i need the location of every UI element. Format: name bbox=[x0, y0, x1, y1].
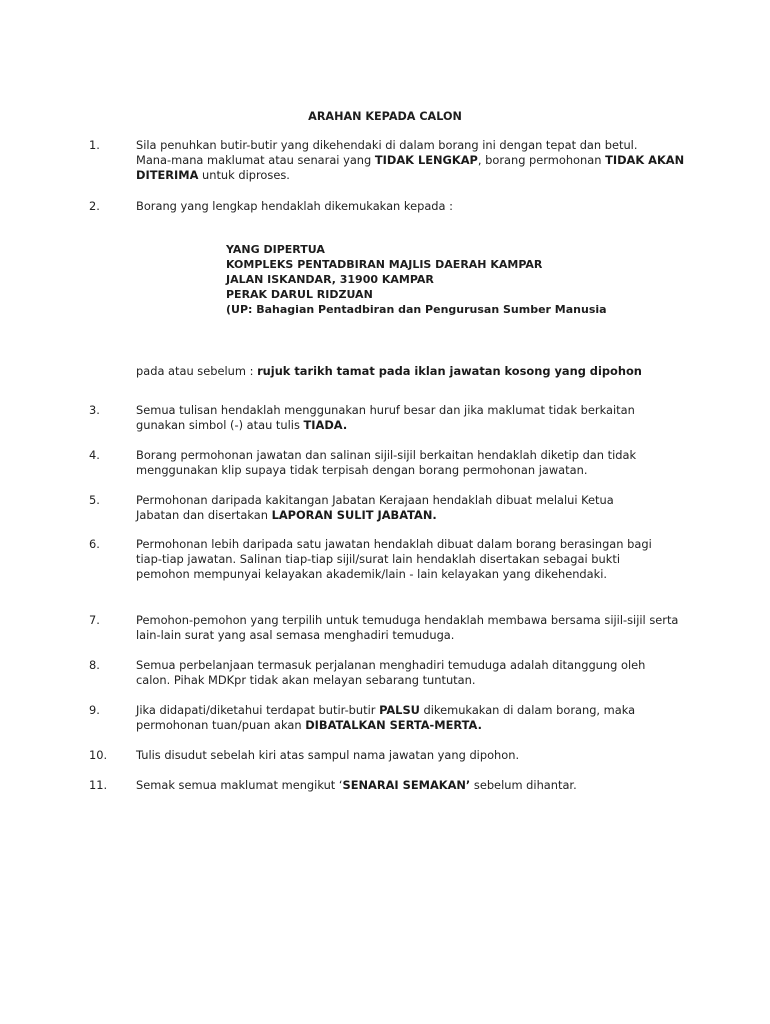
instruction-text bbox=[136, 493, 636, 523]
item-number: 6. bbox=[89, 537, 100, 551]
bold-segment: PALSU bbox=[379, 703, 420, 717]
item-number: 1. bbox=[89, 138, 100, 152]
text-segment: Semua tulisan hendaklah menggunakan huruf besar dan jika maklumat tidak berkaitan bbox=[136, 403, 635, 417]
text-segment: Tulis disudut sebelah kiri atas sampul nama jawatan yang dipohon. bbox=[136, 748, 520, 762]
text-segment: Semak semua maklumat mengikut ‘ bbox=[136, 778, 343, 792]
deadline-bold: rujuk tarikh tamat pada iklan jawatan kosong yang dipohon bbox=[257, 364, 642, 378]
instruction-text bbox=[136, 703, 636, 733]
text-line bbox=[136, 168, 636, 183]
page-title: ARAHAN KEPADA CALON bbox=[308, 110, 462, 123]
text-segment: sebelum dihantar. bbox=[470, 778, 577, 792]
bold-segment: TIDAK LENGKAP bbox=[374, 153, 478, 167]
text-segment: pemohon mempunyai kelayakan akademik/lain - lain kelayakan yang dikehendaki. bbox=[136, 567, 608, 581]
text-segment: untuk diproses. bbox=[198, 168, 290, 182]
address-line: JALAN ISKANDAR, 31900 KAMPAR bbox=[226, 273, 434, 286]
text-segment: gunakan simbol (-) atau tulis bbox=[136, 418, 304, 432]
text-line bbox=[136, 418, 636, 433]
bold-segment: TIDAK AKAN bbox=[605, 153, 685, 167]
text-segment: menggunakan klip supaya tidak terpisah dengan borang permohonan jawatan. bbox=[136, 463, 588, 477]
instruction-text bbox=[136, 613, 679, 643]
instruction-text bbox=[136, 778, 636, 793]
text-segment: Borang permohonan jawatan dan salinan sijil-sijil berkaitan hendaklah diketip dan tidak bbox=[136, 448, 637, 462]
item-number: 7. bbox=[89, 613, 100, 627]
text-line bbox=[136, 463, 636, 478]
deadline-text bbox=[136, 364, 656, 379]
text-segment: , borang permohonan bbox=[477, 153, 606, 167]
address-line: PERAK DARUL RIDZUAN bbox=[226, 288, 373, 301]
instruction-text bbox=[136, 658, 646, 688]
text-line bbox=[136, 703, 636, 718]
instruction-text bbox=[136, 748, 636, 763]
text-segment: dikemukakan di dalam borang, maka bbox=[419, 703, 636, 717]
text-segment: Jabatan dan disertakan bbox=[136, 508, 272, 522]
text-segment: lain-lain surat yang asal semasa menghadiri temuduga. bbox=[136, 628, 455, 642]
text-segment: Permohonan daripada kakitangan Jabatan Kerajaan hendaklah dibuat melalui Ketua bbox=[136, 493, 614, 507]
text-line bbox=[136, 138, 636, 153]
text-line bbox=[136, 567, 636, 582]
text-segment: Pemohon-pemohon yang terpilih untuk temuduga hendaklah membawa bersama sijil-sijil serta bbox=[136, 613, 679, 627]
text-segment: Sila penuhkan butir-butir yang dikehendaki di dalam borang ini dengan tepat dan betul. bbox=[136, 138, 638, 152]
item-number: 8. bbox=[89, 658, 100, 672]
text-line bbox=[136, 537, 652, 552]
instruction-text bbox=[136, 537, 652, 582]
instruction-text bbox=[136, 138, 685, 183]
bold-segment: SENARAI SEMAKAN’ bbox=[342, 778, 471, 792]
text-line bbox=[136, 493, 636, 508]
item-number: 5. bbox=[89, 493, 100, 507]
instruction-text bbox=[136, 448, 636, 478]
address-block bbox=[226, 242, 646, 317]
bold-segment: TIADA. bbox=[303, 418, 348, 432]
bold-segment: DITERIMA bbox=[136, 168, 199, 182]
bold-segment: LAPORAN SULIT JABATAN. bbox=[271, 508, 437, 522]
item-number: 11. bbox=[89, 778, 108, 792]
text-segment: Borang yang lengkap hendaklah dikemukakan kepada : bbox=[136, 199, 453, 213]
text-segment: permohonan tuan/puan akan bbox=[136, 718, 306, 732]
address-line: YANG DIPERTUA bbox=[226, 243, 325, 256]
item-number: 4. bbox=[89, 448, 100, 462]
text-line bbox=[136, 199, 636, 214]
item-number: 2. bbox=[89, 199, 100, 213]
item-number: 10. bbox=[89, 748, 108, 762]
text-line bbox=[136, 403, 636, 418]
bold-segment: DIBATALKAN SERTA-MERTA. bbox=[305, 718, 482, 732]
item-number: 3. bbox=[89, 403, 100, 417]
deadline-prefix: pada atau sebelum : bbox=[136, 364, 258, 378]
text-line bbox=[136, 448, 636, 463]
item-number: 9. bbox=[89, 703, 100, 717]
address-line: (UP: Bahagian Pentadbiran dan Pengurusan Sumber Manusia bbox=[226, 303, 607, 316]
address-line: KOMPLEKS PENTADBIRAN MAJLIS DAERAH KAMPAR bbox=[226, 258, 543, 271]
text-line bbox=[136, 628, 636, 643]
text-segment: Jika didapati/diketahui terdapat butir-butir bbox=[136, 703, 380, 717]
text-line bbox=[136, 552, 636, 567]
text-line bbox=[136, 153, 685, 168]
text-line bbox=[136, 613, 679, 628]
text-line bbox=[136, 718, 636, 733]
text-segment: Mana-mana maklumat atau senarai yang bbox=[136, 153, 375, 167]
text-segment: Permohonan lebih daripada satu jawatan hendaklah dibuat dalam borang berasingan bagi bbox=[136, 537, 652, 551]
text-segment: tiap-tiap jawatan. Salinan tiap-tiap sijil/surat lain hendaklah disertakan sebagai bukti bbox=[136, 552, 620, 566]
instruction-text bbox=[136, 403, 636, 433]
text-line bbox=[136, 748, 636, 763]
text-segment: calon. Pihak MDKpr tidak akan melayan sebarang tuntutan. bbox=[136, 673, 476, 687]
text-line bbox=[136, 508, 636, 523]
text-line bbox=[136, 673, 636, 688]
text-segment: Semua perbelanjaan termasuk perjalanan menghadiri temuduga adalah ditanggung oleh bbox=[136, 658, 646, 672]
instruction-text bbox=[136, 199, 636, 214]
text-line bbox=[136, 778, 636, 793]
text-line bbox=[136, 658, 646, 673]
